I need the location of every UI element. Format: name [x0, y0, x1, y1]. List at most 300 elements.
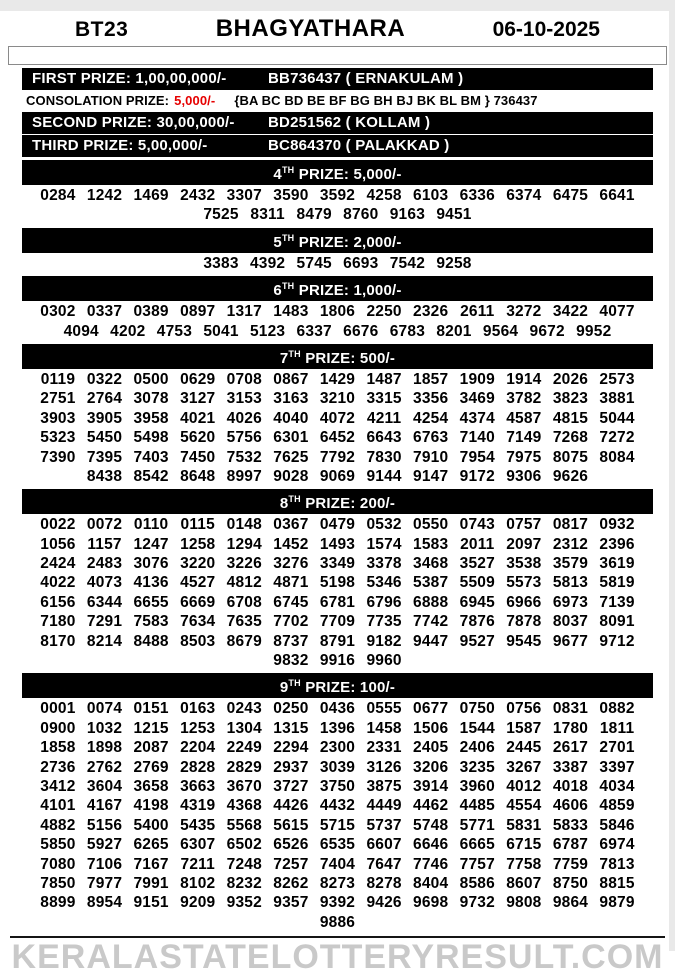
winning-number: 3378: [366, 555, 402, 573]
winning-number: 1544: [459, 719, 495, 737]
winning-number: 8737: [273, 632, 309, 650]
winning-number: 5846: [599, 816, 635, 834]
winning-number: 0022: [40, 516, 76, 534]
winning-number: 2751: [40, 390, 76, 408]
winning-number: 0163: [180, 700, 216, 718]
winning-number: 9172: [459, 467, 495, 485]
winning-number: 7403: [133, 448, 169, 466]
winning-number: 5620: [180, 429, 216, 447]
winning-number: 6655: [133, 593, 169, 611]
winning-number: 7876: [459, 613, 495, 631]
winning-number: 2573: [599, 370, 635, 388]
winning-number: 3592: [319, 187, 356, 204]
winning-number: 4094: [63, 322, 99, 340]
second-prize-winner: BD251562 ( KOLLAM ): [268, 114, 431, 131]
prize-4th-header: 4TH PRIZE: 5,000/-: [22, 160, 653, 185]
winning-number: 3349: [319, 555, 356, 573]
winning-number: 5450: [86, 429, 123, 447]
winning-number: 2326: [413, 303, 449, 321]
prize-8th-number-row: [0, 632, 675, 651]
winning-number: 9147: [413, 467, 449, 485]
winning-number: 1056: [40, 535, 76, 553]
winning-number: 4871: [273, 574, 309, 592]
winning-number: 0817: [552, 516, 589, 534]
winning-number: 0867: [273, 370, 309, 388]
winning-number: 7742: [413, 613, 449, 631]
winning-number: 1469: [133, 187, 169, 204]
winning-number: 6156: [40, 593, 76, 611]
winning-number: 9028: [273, 467, 309, 485]
winning-number: 8997: [226, 467, 262, 485]
prize-7th-header: 7TH PRIZE: 500/-: [22, 344, 653, 369]
winning-number: 2828: [180, 758, 216, 776]
winning-number: 9626: [552, 467, 589, 485]
prize-9th-number-row: [0, 855, 675, 874]
winning-number: 9209: [180, 894, 216, 912]
winning-number: 3914: [413, 777, 449, 795]
winning-number: 4319: [180, 797, 216, 815]
winning-number: 3163: [273, 390, 309, 408]
winning-number: 8648: [180, 467, 216, 485]
winning-number: 5831: [506, 816, 542, 834]
winning-number: 3905: [86, 409, 123, 427]
winning-number: 2611: [460, 303, 495, 321]
winning-number: 2204: [180, 739, 216, 757]
winning-number: 5498: [133, 429, 169, 447]
winning-number: 6337: [296, 322, 332, 340]
winning-number: 2937: [273, 758, 309, 776]
winning-number: 9864: [552, 894, 589, 912]
winning-number: 1587: [506, 719, 542, 737]
winning-number: 0831: [552, 700, 589, 718]
winning-number: 8278: [366, 874, 402, 892]
winning-number: 9808: [506, 894, 542, 912]
winning-number: 4072: [319, 409, 356, 427]
winning-number: 8488: [133, 632, 169, 650]
consolation-prize-row: [22, 91, 653, 111]
winning-number: 1215: [133, 719, 169, 737]
winning-number: 7954: [459, 448, 495, 466]
prize-5th-number-row: [0, 254, 675, 273]
consolation-prize-label: CONSOLATION PRIZE:: [26, 93, 170, 108]
winning-number: 0243: [226, 700, 262, 718]
prize-5th-header: 5TH PRIZE: 2,000/-: [22, 228, 653, 253]
winning-number: 1032: [86, 719, 123, 737]
winning-number: 3226: [226, 555, 262, 573]
winning-number: 1898: [86, 739, 123, 757]
winning-number: 1294: [226, 535, 262, 553]
winning-number: 6966: [506, 593, 542, 611]
winning-number: 2483: [86, 555, 123, 573]
winning-number: 9677: [552, 632, 589, 650]
winning-number: 9447: [413, 632, 449, 650]
winning-number: 6646: [413, 836, 449, 854]
winning-number: 0119: [40, 370, 76, 388]
winning-number: 1487: [366, 370, 402, 388]
winning-number: 8503: [180, 632, 216, 650]
winning-number: 1247: [133, 535, 169, 553]
winning-number: 3750: [319, 777, 356, 795]
winning-number: 4859: [599, 797, 635, 815]
third-prize-label: THIRD PRIZE: 5,00,000/-: [32, 137, 208, 154]
winning-number: 5927: [86, 836, 123, 854]
winning-number: 6336: [459, 187, 495, 204]
lottery-code: BT23: [75, 18, 129, 41]
winning-number: 6452: [319, 429, 356, 447]
second-prize-bar: [22, 112, 653, 134]
winning-number: 1583: [413, 535, 449, 553]
prize-9th-number-row: [0, 835, 675, 854]
winning-number: 9163: [389, 206, 426, 224]
winning-number: 1483: [273, 303, 309, 321]
prize-8th-number-row: [0, 573, 675, 592]
winning-number: 5819: [599, 574, 635, 592]
winning-number: 7813: [599, 855, 635, 873]
winning-number: 7850: [40, 874, 76, 892]
winning-number: 2701: [599, 739, 635, 757]
winning-number: 4254: [413, 409, 449, 427]
winning-number: 7180: [40, 613, 76, 631]
winning-number: 2769: [133, 758, 169, 776]
winning-number: 3267: [506, 758, 542, 776]
winning-number: 7248: [226, 855, 262, 873]
prize-9th-number-row: [0, 816, 675, 835]
winning-number: 7140: [459, 429, 495, 447]
prize-9th-number-row: [0, 719, 675, 738]
winning-number: 8075: [552, 448, 589, 466]
winning-number: 0708: [226, 370, 262, 388]
winning-number: 7291: [86, 613, 123, 631]
winning-number: 1242: [86, 187, 123, 204]
winning-number: 4073: [86, 574, 123, 592]
winning-number: 7910: [413, 448, 449, 466]
winning-number: 4753: [156, 322, 193, 340]
prize-8th-number-row: [0, 535, 675, 554]
winning-number: 3658: [133, 777, 169, 795]
winning-number: 0500: [133, 370, 169, 388]
prize-9th-header: 9TH PRIZE: 100/-: [22, 673, 653, 698]
winning-number: 7759: [552, 855, 589, 873]
lottery-name-title: BHAGYATHARA: [215, 15, 406, 42]
winning-number: 5041: [203, 322, 239, 340]
winning-number: 2617: [552, 739, 589, 757]
winning-number: 7735: [366, 613, 402, 631]
winning-number: 9732: [459, 894, 495, 912]
winning-number: 4040: [273, 409, 309, 427]
winning-number: 6103: [413, 187, 449, 204]
winning-number: 9069: [319, 467, 356, 485]
winning-number: 6763: [413, 429, 449, 447]
winning-number: 8438: [86, 467, 123, 485]
winning-number: 0337: [86, 303, 123, 321]
winning-number: 3210: [319, 390, 356, 408]
winning-number: 5771: [459, 816, 495, 834]
winning-number: 7635: [226, 613, 262, 631]
winning-number: 7625: [273, 448, 309, 466]
winning-number: 0882: [599, 700, 635, 718]
winning-number: 2764: [86, 390, 123, 408]
winning-number: 1909: [459, 370, 495, 388]
winning-number: 8899: [40, 894, 76, 912]
winning-number: 8091: [599, 613, 635, 631]
prize-8th-number-row: [0, 515, 675, 534]
winning-number: 7792: [319, 448, 356, 466]
winning-number: 0932: [599, 516, 635, 534]
winning-number: 3076: [133, 555, 169, 573]
winning-number: 0115: [180, 516, 215, 534]
winning-number: 7080: [40, 855, 76, 873]
prize-8th-number-row: [0, 651, 675, 670]
winning-number: 1914: [506, 370, 542, 388]
right-edge-strip: [669, 0, 675, 951]
winning-number: 0436: [319, 700, 356, 718]
winning-number: 3206: [413, 758, 449, 776]
winning-number: 4101: [40, 797, 76, 815]
winning-number: 2762: [86, 758, 123, 776]
winning-number: 9426: [366, 894, 402, 912]
winning-number: 5198: [319, 574, 356, 592]
winning-number: 9182: [366, 632, 402, 650]
winning-number: 7139: [599, 593, 635, 611]
winning-number: 6676: [343, 322, 379, 340]
winning-number: 3276: [273, 555, 309, 573]
winning-number: 2097: [506, 535, 542, 553]
winning-number: 3422: [552, 303, 589, 321]
winning-number: 0743: [459, 516, 495, 534]
winning-number: 5568: [226, 816, 262, 834]
winning-number: 0479: [319, 516, 356, 534]
winning-number: 8954: [86, 894, 123, 912]
prize-7th-number-row: [0, 409, 675, 428]
winning-number: 3039: [319, 758, 356, 776]
winning-number: 4012: [506, 777, 542, 795]
winning-number: 1806: [319, 303, 356, 321]
winning-number: 7525: [203, 206, 239, 224]
winning-number: 9545: [506, 632, 542, 650]
winning-number: 8679: [226, 632, 262, 650]
winning-number: 6787: [552, 836, 589, 854]
winning-number: 8084: [599, 448, 635, 466]
winning-number: 8170: [40, 632, 76, 650]
winning-number: 3315: [366, 390, 402, 408]
winning-number: 0900: [40, 719, 76, 737]
winning-number: 3663: [180, 777, 216, 795]
winning-number: 3881: [599, 390, 635, 408]
winning-number: 5748: [413, 816, 449, 834]
draw-date: 06-10-2025: [492, 18, 600, 41]
winning-number: 6641: [599, 187, 635, 204]
winning-number: 5850: [40, 836, 76, 854]
winning-number: 8311: [250, 206, 285, 224]
winning-number: 9879: [599, 894, 635, 912]
winning-number: 0074: [86, 700, 123, 718]
winning-number: 5715: [319, 816, 356, 834]
winning-number: 7106: [86, 855, 123, 873]
winning-number: 3235: [459, 758, 495, 776]
winning-number: 4258: [366, 187, 402, 204]
winning-number: 2424: [40, 555, 76, 573]
winning-number: 5387: [413, 574, 449, 592]
winning-number: 1857: [413, 370, 449, 388]
winning-number: 1157: [87, 535, 122, 553]
winning-number: 2312: [552, 535, 589, 553]
winning-number: 6526: [273, 836, 309, 854]
winning-number: 6888: [413, 593, 449, 611]
winning-number: 3387: [552, 758, 589, 776]
result-header: [0, 11, 675, 46]
winning-number: 5615: [273, 816, 309, 834]
winning-number: 7647: [366, 855, 402, 873]
winning-number: 3958: [133, 409, 169, 427]
prize-9th-number-row: [0, 893, 675, 912]
winning-number: 5435: [180, 816, 216, 834]
winning-number: 1858: [40, 739, 76, 757]
winning-number: 4392: [249, 254, 286, 272]
winning-number: 4021: [180, 409, 216, 427]
winning-number: 1429: [319, 370, 356, 388]
prize-6th-number-row: [0, 302, 675, 321]
winning-number: 9886: [319, 913, 356, 931]
winning-number: 2432: [180, 187, 216, 204]
winning-number: 7542: [389, 254, 426, 272]
winning-number: 6535: [319, 836, 356, 854]
winning-number: 9698: [413, 894, 449, 912]
winning-number: 3538: [506, 555, 542, 573]
winning-number: 7395: [86, 448, 123, 466]
winning-number: 7167: [133, 855, 169, 873]
winning-number: 0750: [459, 700, 495, 718]
prize-8th-number-row: [0, 554, 675, 573]
winning-number: 6693: [343, 254, 379, 272]
winning-number: 0302: [40, 303, 76, 321]
winning-number: 3727: [273, 777, 309, 795]
winning-number: 7709: [319, 613, 356, 631]
winning-number: 8607: [506, 874, 542, 892]
winning-number: 9451: [436, 206, 472, 224]
winning-number: 0677: [413, 700, 449, 718]
winning-number: 5737: [366, 816, 402, 834]
winning-number: 5573: [506, 574, 542, 592]
winning-number: 4587: [506, 409, 542, 427]
winning-number: 7746: [413, 855, 449, 873]
watermark-text: KERALASTATELOTTERYRESULT.COM: [11, 938, 664, 976]
winning-number: 0550: [413, 516, 449, 534]
winning-number: 8542: [133, 467, 169, 485]
prize-8th-number-row: [0, 612, 675, 631]
winning-number: 0148: [226, 516, 262, 534]
prize-9th-number-row: [0, 777, 675, 796]
prize-7th-number-row: [0, 389, 675, 408]
winning-number: 6781: [319, 593, 356, 611]
winning-number: 4136: [133, 574, 169, 592]
winning-number: 6475: [552, 187, 589, 204]
winning-number: 7583: [133, 613, 169, 631]
winning-number: 4449: [366, 797, 402, 815]
winning-number: 0757: [506, 516, 542, 534]
winning-number: 1396: [319, 719, 356, 737]
winning-number: 7272: [599, 429, 635, 447]
empty-ticket-box: [8, 46, 667, 65]
winning-number: 8760: [343, 206, 379, 224]
winning-number: 4018: [552, 777, 589, 795]
winning-number: 1506: [413, 719, 449, 737]
prize-9th-number-row: [0, 758, 675, 777]
winning-number: 5123: [249, 322, 286, 340]
prize-7th-number-row: [0, 428, 675, 447]
winning-number: 8404: [413, 874, 449, 892]
winning-number: 2087: [133, 739, 169, 757]
winning-number: 6974: [599, 836, 635, 854]
winning-number: 0151: [133, 700, 169, 718]
winning-number: 6265: [133, 836, 169, 854]
winning-number: 7757: [459, 855, 495, 873]
winning-number: 3875: [366, 777, 402, 795]
winning-number: 5323: [40, 429, 76, 447]
winning-number: 0250: [273, 700, 309, 718]
winning-number: 7149: [506, 429, 542, 447]
prize-6th-header: 6TH PRIZE: 1,000/-: [22, 276, 653, 301]
winning-number: 7878: [506, 613, 542, 631]
winning-number: 7532: [226, 448, 262, 466]
winning-number: 6796: [366, 593, 402, 611]
winning-number: 6708: [226, 593, 262, 611]
first-prize-winner: BB736437 ( ERNAKULAM ): [268, 70, 464, 87]
winning-number: 0367: [273, 516, 309, 534]
consolation-prize-amount: 5,000/-: [174, 93, 216, 108]
first-prize-label: FIRST PRIZE: 1,00,00,000/-: [32, 70, 227, 87]
winning-number: 9672: [529, 322, 565, 340]
winning-number: 9564: [482, 322, 519, 340]
winning-number: 0897: [180, 303, 216, 321]
winning-number: 2736: [40, 758, 76, 776]
winning-number: 4022: [40, 574, 76, 592]
winning-number: 7830: [366, 448, 402, 466]
winning-number: 4554: [506, 797, 542, 815]
winning-number: 0072: [86, 516, 123, 534]
top-edge-strip: [0, 0, 675, 11]
winning-number: 2331: [366, 739, 402, 757]
winning-number: 5833: [552, 816, 589, 834]
winning-number: 1315: [273, 719, 309, 737]
winning-number: 5745: [296, 254, 332, 272]
winning-number: 3307: [226, 187, 262, 204]
prize-9th-number-row: [0, 913, 675, 932]
winning-number: 4211: [366, 409, 402, 427]
winning-number: 1452: [273, 535, 309, 553]
winning-number: 3412: [40, 777, 76, 795]
winning-number: 6945: [459, 593, 495, 611]
winning-number: 6665: [459, 836, 495, 854]
winning-number: 6669: [180, 593, 216, 611]
winning-number: 1253: [180, 719, 216, 737]
winning-number: 9352: [226, 894, 262, 912]
prize-4th-number-row: [0, 186, 675, 205]
winning-number: 6607: [366, 836, 402, 854]
winning-number: 4426: [273, 797, 309, 815]
winning-number: 4606: [552, 797, 589, 815]
winning-number: 2300: [319, 739, 356, 757]
winning-number: 4167: [86, 797, 123, 815]
winning-number: 0756: [506, 700, 542, 718]
prize-9th-number-row: [0, 796, 675, 815]
winning-number: 5156: [86, 816, 123, 834]
winning-number: 0284: [40, 187, 76, 204]
winning-number: 8102: [180, 874, 216, 892]
winning-number: 1458: [366, 719, 402, 737]
second-prize-label: SECOND PRIZE: 30,00,000/-: [32, 114, 235, 131]
winning-number: 6374: [506, 187, 542, 204]
winning-number: 2011: [460, 535, 495, 553]
